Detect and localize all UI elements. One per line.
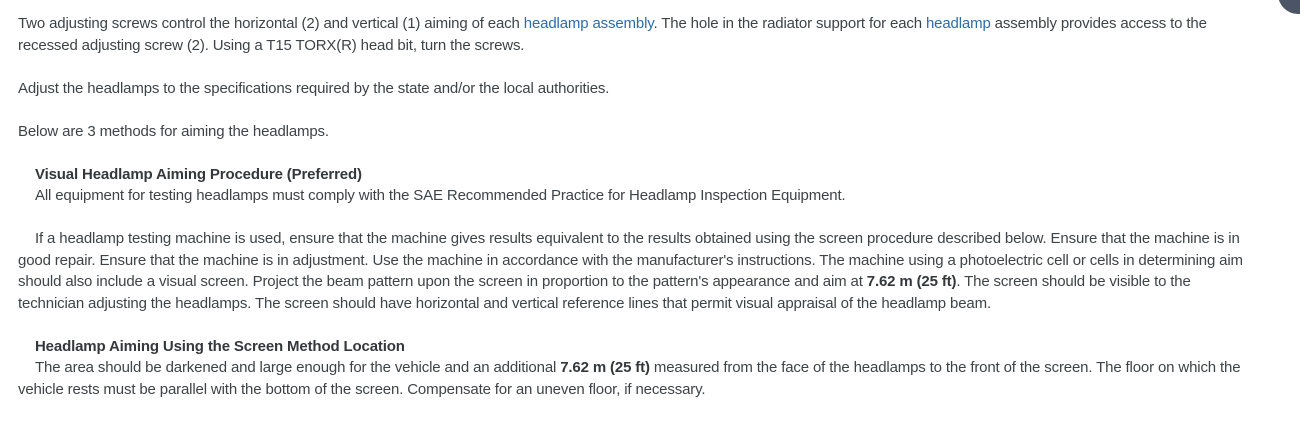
- section-body-screen-method: [18, 357, 1252, 400]
- bold-distance-value: 7.62 m (25 ft): [560, 359, 650, 376]
- section-heading-screen-method: Headlamp Aiming Using the Screen Method Location: [35, 337, 405, 355]
- link-headlamp[interactable]: headlamp: [925, 15, 991, 32]
- section-screen-method: [18, 336, 1252, 401]
- link-headlamp-assembly[interactable]: headlamp assembly: [523, 15, 654, 32]
- text-run: measured from the face of the headlamps to the front of the screen. The floor on which the vehicle rests must be parallel with the bottom of the screen. Compensate for an uneven floor, if necessary.: [18, 359, 1241, 398]
- text-run: . The hole in the radiator support for each: [653, 15, 926, 32]
- bold-distance-value: 7.62 m (25 ft): [866, 273, 957, 290]
- floating-action-button[interactable]: [1278, 0, 1300, 14]
- text-run: Two adjusting screws control the horizontal (2) and vertical (1) aiming of each: [18, 15, 524, 32]
- text-run: The area should be darkened and large enough for the vehicle and an additional: [35, 359, 561, 376]
- paragraph-adjusting-screws: [18, 13, 1252, 56]
- text-run: . The screen should be visible to the technician adjusting the headlamps. The screen should have horizontal and vertical reference lines that permit visual appraisal of the headlamp beam.: [18, 273, 1191, 312]
- section-heading-visual-aiming: Visual Headlamp Aiming Procedure (Preferred): [35, 165, 362, 183]
- text-run: If a headlamp testing machine is used, ensure that the machine gives results equivalent to the results obtained using the screen procedure described below. Ensure that the machine is in good repair. Ensure that the machine is in adjustment. Use the machine in accordance with the manufacturer's instructions. The machine using a photoelectric cell or cells in determining aim should also include a visual screen. Project the beam pattern upon the screen in proportion to the pattern's appearance and aim at: [18, 230, 1243, 290]
- paragraph-three-methods: Below are 3 methods for aiming the headlamps.: [18, 122, 329, 140]
- paragraph-testing-machine: [18, 228, 1252, 314]
- text-run: assembly provides access to the recessed adjusting screw (2). Using a T15 TORX(R) head bit, turn the screws.: [18, 15, 1207, 54]
- paragraph-adjust-specifications: Adjust the headlamps to the specifications required by the state and/or the local authorities.: [18, 79, 610, 97]
- section-visual-aiming: [18, 164, 1252, 207]
- section-body-visual-aiming: All equipment for testing headlamps must comply with the SAE Recommended Practice for Headlamp Inspection Equipment.: [35, 187, 846, 204]
